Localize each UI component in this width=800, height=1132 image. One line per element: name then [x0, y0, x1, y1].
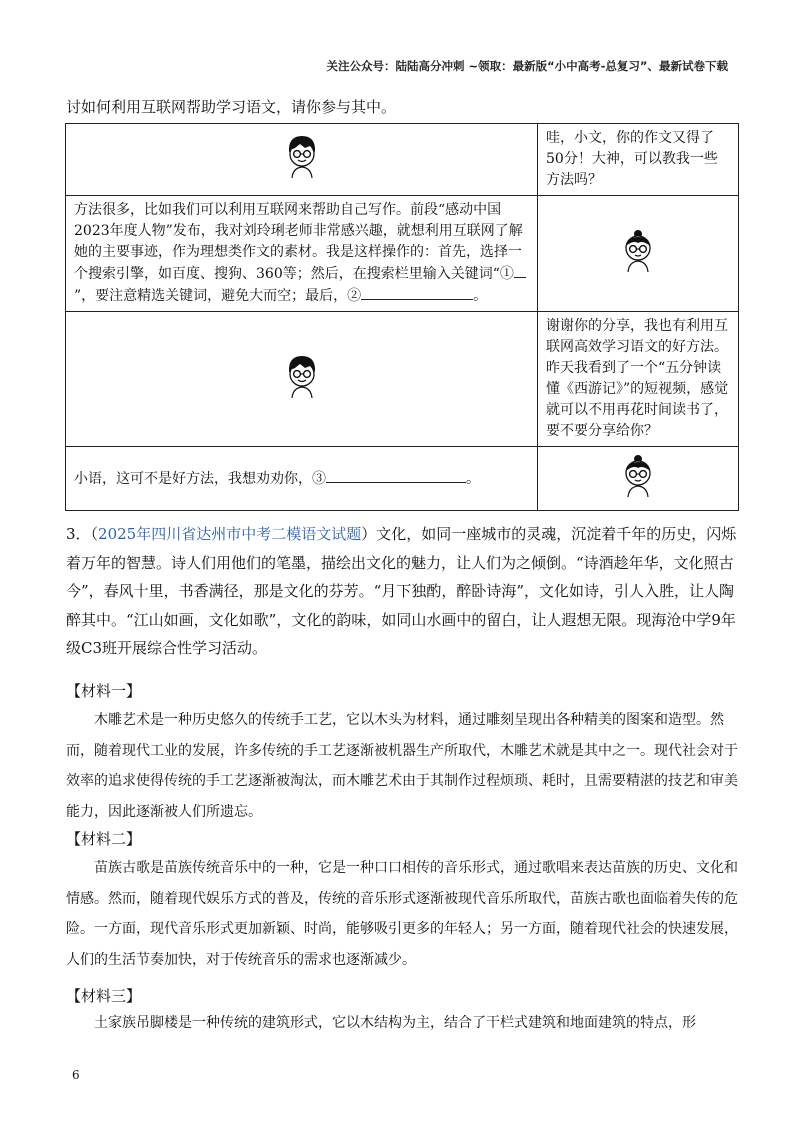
question-3 — [66, 520, 742, 663]
material-3-title: 【材料三】 — [66, 987, 142, 1005]
page-header: 关注公众号：陆陆高分冲刺 ~领取：最新版“小中高考-总复习”、最新试卷下载 — [326, 59, 728, 73]
friend-message-2: 谢谢你的分享，我也有利用互联网高效学习语文的好方法。昨天我看到了一个“五分钟读懂《西游记》”的短视频，感觉就可以不用再花时间读书了，要不要分享给你？ — [538, 312, 739, 447]
blank-2 — [361, 285, 473, 300]
question-3-text: ）文化，如同一座城市的灵魂，沉淀着千年的历史，闪烁着万年的智慧。诗人们用他们的笔墨，描绘出文化的魅力，让人们为之倾倒。“诗酒趁年华，文化照古今”，春风十里，书香满径，那是文化的芬芳。“月下独酌，醉卧诗海”，文化如诗，引人入胜，让人陶醉其中。“江山如画，文化如歌”，文化的韵味，如同山水画中的留白，让人遐想无限。现海沧中学9年级C3班开展综合性学习活动。 — [66, 525, 737, 657]
reply-2-period: 。 — [466, 470, 480, 487]
blank-3 — [326, 468, 466, 483]
boy-cell — [66, 124, 538, 196]
girl-avatar-icon — [621, 228, 655, 272]
boy-avatar-icon — [285, 134, 319, 178]
boy-avatar-icon — [285, 354, 319, 398]
material-2-title: 【材料二】 — [66, 830, 142, 848]
page-number: 6 — [72, 1068, 80, 1082]
dialog-table — [65, 123, 739, 511]
girl-avatar-icon — [621, 453, 655, 497]
girl-cell — [538, 196, 739, 312]
reply-1-text-b: ”，要注意精选关键词，避免大而空；最后，② — [74, 288, 362, 304]
material-2-body: 苗族古歌是苗族传统音乐中的一种，它是一种口口相传的音乐形式，通过歌唱来表达苗族的历史、文化和情感。然而，随着现代娱乐方式的普及，传统的音乐形式逐渐被现代音乐所取代，苗族古歌也面临着失传的危险。一方面，现代音乐形式更加新颖、时尚，能够吸引更多的年轻人；另一方面，随着现代社会的快速发展，人们的生活节奏加快，对于传统音乐的需求也逐渐减少。 — [66, 860, 738, 968]
xiaowen-reply-2 — [66, 447, 538, 511]
reply-2-text-a: 小语，这可不是好方法，我想劝劝你，③ — [74, 470, 326, 487]
material-1-title: 【材料一】 — [66, 682, 142, 700]
material-3-body: 土家族吊脚楼是一种传统的建筑形式，它以木结构为主，结合了干栏式建筑和地面建筑的特点，形 — [94, 1015, 696, 1031]
question-3-number: 3．（ — [66, 525, 99, 543]
boy-cell-2 — [66, 312, 538, 447]
intro-line: 讨如何利用互联网帮助学习语文，请你参与其中。 — [66, 98, 397, 116]
reply-1-text-a: 方法很多，比如我们可以利用互联网来帮助自己写作。前段“感动中国2023年度人物”发布，我对刘玲琍老师非常感兴趣，就想利用互联网了解她的主要事迹，作为理想类作文的素材。我是这样操作的：首先，选择一个搜索引擎，如百度、搜狗、360等；然后，在搜索栏里输入关键词“① — [74, 202, 523, 282]
friend-message-1: 哇，小文，你的作文又得了50分！大神，可以教我一些方法吗？ — [538, 124, 739, 196]
material-1-body: 木雕艺术是一种历史悠久的传统手工艺，它以木头为材料，通过雕刻呈现出各种精美的图案和造型。然而，随着现代工业的发展，许多传统的手工艺逐渐被机器生产所取代，木雕艺术就是其中之一。现代社会对于效率的追求使得传统的手工艺逐渐被淘汰，而木雕艺术由于其制作过程烦琐、耗时，且需要精湛的技艺和审美能力，因此逐渐被人们所遗忘。 — [66, 712, 738, 820]
girl-cell-2 — [538, 447, 739, 511]
blank-1 — [514, 263, 526, 278]
xiaowen-reply-1 — [66, 196, 538, 312]
question-3-source: 2025年四川省达州市中考二模语文试题 — [98, 525, 362, 543]
reply-1-period: 。 — [473, 288, 488, 304]
